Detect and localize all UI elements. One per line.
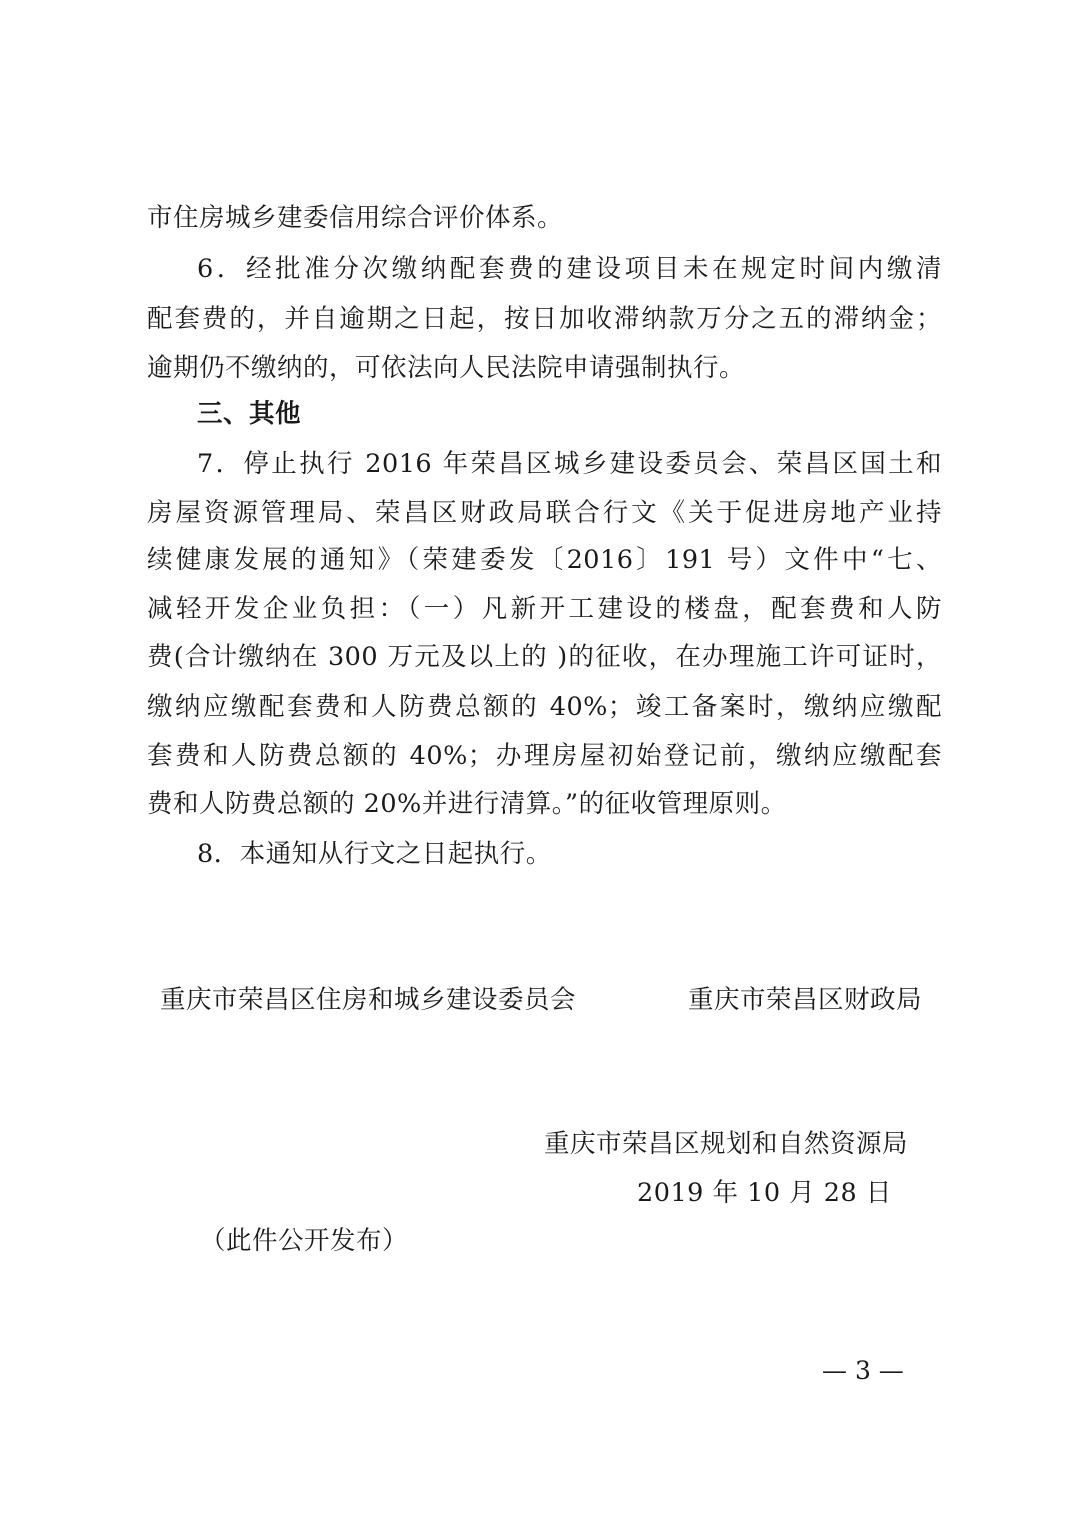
paragraph-line: 7．停止执行 2016 年荣昌区城乡建设委员会、荣昌区国土和 xyxy=(197,449,942,479)
paragraph-line: 费(合计缴纳在 300 万元及以上的 )的征收，在办理施工许可证时， xyxy=(147,642,942,672)
paragraph-line: 8．本通知从行文之日起执行。 xyxy=(197,839,552,869)
disclosure-note: （此件公开发布） xyxy=(200,1226,409,1256)
paragraph-line: 费和人防费总额的 20%并进行清算。”的征收管理原则。 xyxy=(147,789,787,819)
paragraph-line: 减轻开发企业负担：（一）凡新开工建设的楼盘，配套费和人防 xyxy=(147,594,942,624)
paragraph-line: 续健康发展的通知》（荣建委发〔2016〕191 号）文件中“七、 xyxy=(147,545,942,575)
issuer-signature: 重庆市荣昌区规划和自然资源局 xyxy=(544,1129,909,1159)
paragraph-line: 套费和人防费总额的 40%；办理房屋初始登记前，缴纳应缴配套 xyxy=(147,741,942,771)
paragraph-line: 市住房城乡建委信用综合评价体系。 xyxy=(147,203,564,233)
section-heading: 三、其他 xyxy=(197,399,302,429)
issue-date: 2019 年 10 月 28 日 xyxy=(637,1178,892,1208)
paragraph-line: 逾期仍不缴纳的，可依法向人民法院申请强制执行。 xyxy=(147,353,746,383)
issuer-signature: 重庆市荣昌区住房和城乡建设委员会 xyxy=(160,985,577,1015)
paragraph-line: 房屋资源管理局、荣昌区财政局联合行文《关于促进房地产业持 xyxy=(147,498,942,528)
page-number: — 3 — xyxy=(822,1356,904,1385)
paragraph-line: 缴纳应缴配套费和人防费总额的 40%；竣工备案时，缴纳应缴配 xyxy=(147,692,942,722)
paragraph-line: 6．经批准分次缴纳配套费的建设项目未在规定时间内缴清 xyxy=(197,254,942,284)
paragraph-line: 配套费的，并自逾期之日起，按日加收滞纳款万分之五的滞纳金； xyxy=(147,304,942,334)
issuer-signature: 重庆市荣昌区财政局 xyxy=(688,985,923,1015)
